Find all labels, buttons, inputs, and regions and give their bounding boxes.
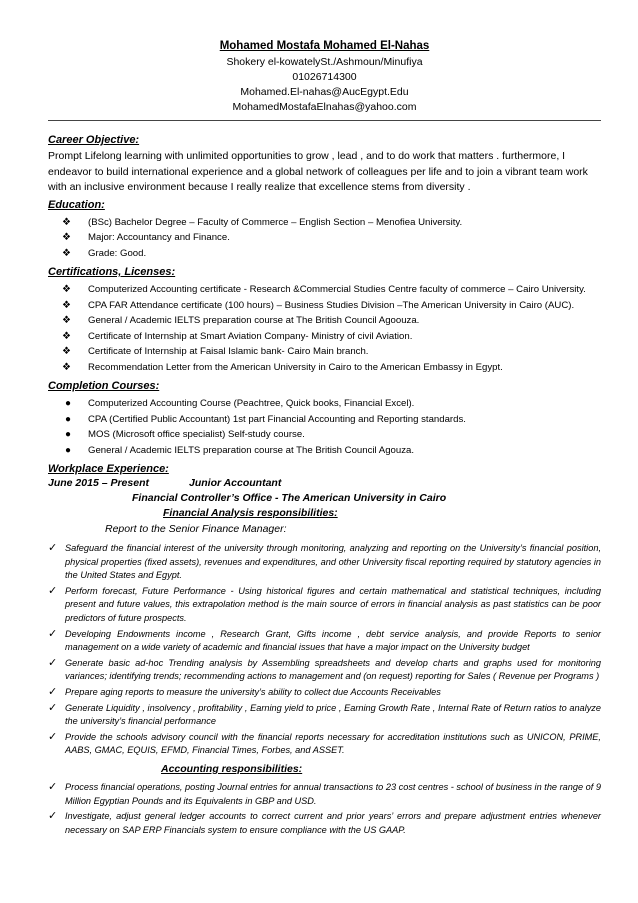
list-item: ✓ Generate Liquidity , insolvency , profitability , Earning yield to price , Earning Growth Rate , Internal Rate of Return ratios to analyze the university’s financial performance [48, 701, 601, 727]
list-item: ❖ Recommendation Letter from the American University in Cairo to the American Embassy in Egypt. [48, 360, 601, 376]
diamond-bullet-icon: ❖ [62, 346, 71, 357]
list-item: ✓ Prepare aging reports to measure the university’s ability to collect due Accounts Receivables [48, 685, 441, 698]
diamond-bullet-icon: ❖ [62, 330, 71, 342]
education-list [48, 215, 601, 262]
diamond-bullet-icon: ❖ [62, 361, 71, 373]
list-item: ✓ Provide the schools advisory council with the financial reports necessary for accreditation institutions such as UNICON, PRIME, AABS, GMAC, EQUIS, EFMD, Financial Times, Forbes, and ASSET. [48, 730, 601, 756]
checkmark-icon: ✓ [48, 810, 58, 823]
list-item: ● MOS (Microsoft office specialist) Self-study course. [48, 427, 601, 443]
courses-list [48, 396, 601, 458]
job-title: Junior Accountant [188, 477, 282, 489]
list-item: ● CPA (Certified Public Accountant) 1st part Financial Accounting and Reporting standards. [48, 412, 601, 428]
checkmark-icon: ✓ [48, 627, 58, 640]
diamond-bullet-icon: ❖ [62, 284, 71, 295]
list-item: ❖ General / Academic IELTS preparation course at The British Council Agoouza. [48, 313, 601, 329]
certifications-heading: Certifications, Licenses: [48, 266, 176, 278]
header-divider [48, 120, 601, 121]
experience-heading: Workplace Experience: [48, 463, 169, 475]
objective-text: Prompt Lifelong learning with unlimited opportunities to grow , lead , and to do work that matters . furthermore, I endeavor to build international experience and a global network of colleagues per life and to join a vibrant team work with an inclusive environment because I really realize that excellence stems from diversity . [48, 150, 588, 193]
diamond-bullet-icon: ❖ [62, 315, 71, 326]
reports-to: Report to the Senior Finance Manager: [105, 523, 287, 535]
accounting-heading: Accounting responsibilities: [161, 762, 303, 775]
list-item: ❖ Certificate of Internship at Faisal Islamic bank- Cairo Main branch. [48, 344, 601, 360]
disc-bullet-icon: ● [65, 398, 72, 409]
objective-section [48, 133, 601, 196]
job-period: June 2015 – Present [48, 477, 149, 489]
address: Shokery el-kowatelySt./Ashmoun/Minufiya [226, 56, 423, 68]
education-section [48, 198, 601, 262]
resume-page [48, 40, 601, 841]
list-item: ❖ Computerized Accounting certificate - Research &Commercial Studies Centre faculty of commerce – Cairo University. [48, 282, 601, 298]
list-item: ❖ Major: Accountancy and Finance. [48, 230, 601, 246]
checkmark-icon: ✓ [48, 656, 58, 669]
email-primary[interactable]: Mohamed.El-nahas@AucEgypt.Edu [240, 86, 409, 98]
checkmark-icon: ✓ [48, 730, 58, 743]
checkmark-icon: ✓ [48, 584, 58, 597]
certifications-list [48, 282, 601, 375]
diamond-bullet-icon: ❖ [62, 216, 71, 228]
disc-bullet-icon: ● [65, 413, 72, 425]
applicant-name: Mohamed Mostafa Mohamed El-Nahas [219, 40, 430, 52]
courses-section [48, 379, 601, 458]
objective-heading: Career Objective: [48, 134, 140, 146]
list-item: ✓ Process financial operations, posting Journal entries for annual transactions to 23 cost centres - school of business in the range of 9 Million Egyptian Pounds and its Equivalents in GBP and USD. [48, 780, 601, 806]
list-item: ✓ Generate basic ad-hoc Trending analysis by Assembling spreadsheets and develop charts and graphs used for monitoring variances; identifying trends; recommending actions to management and (on request) reporting for Sales ( Revenue per Programs ) [48, 656, 601, 682]
job-line [48, 476, 601, 491]
diamond-bullet-icon: ❖ [62, 299, 71, 311]
diamond-bullet-icon: ❖ [62, 232, 71, 243]
resume-header [48, 40, 601, 115]
list-item: ❖ CPA FAR Attendance certificate (100 hours) – Business Studies Division –The American University in Cairo (AUC). [48, 298, 601, 314]
checkmark-icon: ✓ [48, 701, 58, 714]
courses-heading: Completion Courses: [48, 380, 160, 392]
list-item: ● Computerized Accounting Course (Peachtree, Quick books, Financial Excel). [48, 396, 601, 412]
list-item: ✓ Investigate, adjust general ledger accounts to correct current and prior years’ errors and prepare adjustment entries whenever necessary on SAP ERP Financials system to ensure compliance with the US GAAP. [48, 810, 601, 835]
list-item: ✓ Developing Endowments income , Research Grant, Gifts income , debt service analysis, and provide Reports to senior management on a wide variety of academic and financial issues that have a major impact on the University budget [48, 627, 601, 653]
list-item: ✓ Perform forecast, Future Performance - Using historical figures and certain mathematical and statistical techniques, including present and future values, this extrapolation method is the main source of errors in financial analysis as past statistics can be poor predictors of future prospects. [48, 584, 601, 623]
disc-bullet-icon: ● [65, 429, 72, 440]
experience-section [48, 462, 601, 837]
checkmark-icon: ✓ [48, 780, 58, 793]
disc-bullet-icon: ● [65, 444, 72, 456]
certifications-section [48, 265, 601, 375]
checkmark-icon: ✓ [48, 685, 58, 698]
accounting-list [48, 781, 601, 837]
employer: Financial Controller’s Office - The American University in Cairo [132, 492, 447, 504]
list-item: ❖ (BSc) Bachelor Degree – Faculty of Commerce – English Section – Menofiea University. [48, 215, 601, 231]
diamond-bullet-icon: ❖ [62, 247, 71, 259]
financial-analysis-list [48, 542, 601, 758]
phone-number: 01026714300 [292, 71, 357, 83]
list-item: ❖ Certificate of Internship at Smart Aviation Company- Ministry of civil Aviation. [48, 329, 601, 345]
list-item: ✓ Safeguard the financial interest of the university through monitoring, analyzing and reporting on the University’s financial position, physical properties (fixed assets), revenues and expenditures, and other University fiscal reporting required by statutory agencies in the United States and Egypt. [48, 542, 601, 581]
list-item: ❖ Grade: Good. [48, 246, 601, 262]
financial-analysis-heading: Financial Analysis responsibilities: [163, 507, 338, 519]
education-heading: Education: [48, 198, 105, 211]
checkmark-icon: ✓ [48, 542, 58, 554]
list-item: ● General / Academic IELTS preparation course at The British Council Agouza. [48, 443, 601, 459]
email-secondary[interactable]: MohamedMostafaElnahas@yahoo.com [232, 101, 417, 113]
